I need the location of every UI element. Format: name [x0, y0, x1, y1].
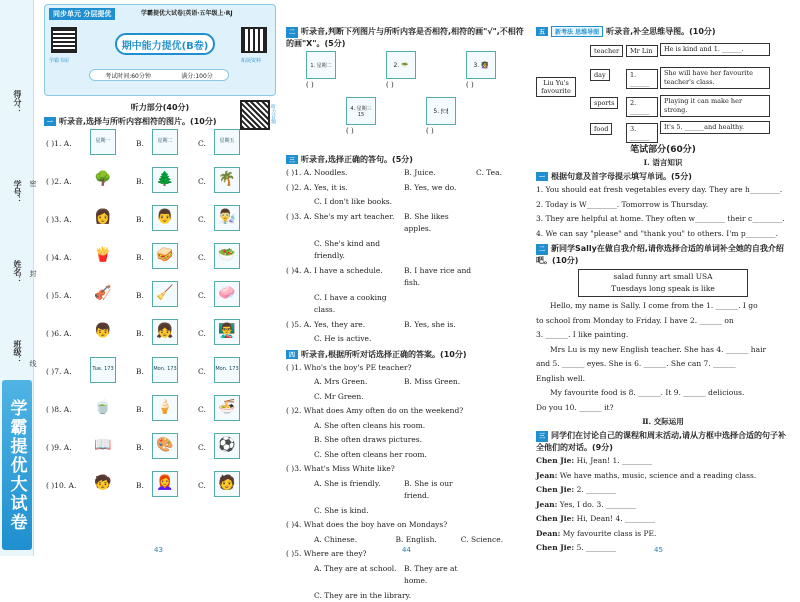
option-c-label: C. — [198, 443, 206, 452]
option-c-label: C. — [198, 291, 206, 300]
mind-map-node: teacher — [590, 45, 623, 57]
option-b-label: B. — [136, 177, 144, 186]
dialogue-text: Hi, Dean! 4. ________ — [574, 514, 655, 523]
answer-option: B. She often draws pictures. — [286, 434, 422, 447]
choice-b: B. She likes apples. — [404, 211, 476, 236]
choice-c: C. Tea. — [476, 167, 502, 180]
option-c-image: 🍜 — [214, 395, 240, 421]
part3-text: 听录音,选择正确的答句。(5分) — [301, 155, 413, 164]
question-number: ( )7. A. — [46, 367, 72, 376]
name-label: 姓名： — [12, 260, 23, 284]
dialogue-question-line — [286, 449, 526, 462]
mind-map-right-value: Playing it can make her strong. — [660, 95, 770, 117]
dialogue-question-line — [286, 391, 526, 404]
part4-text: 听录音,根据所听对话选择正确的答案。(10分) — [301, 350, 466, 359]
option-b-image: 👧 — [152, 319, 178, 345]
answer-option: C. Mr Green. — [286, 391, 364, 404]
mind-map-left-value: Mr Lin — [626, 45, 658, 57]
choice-a: ( )4. A. I have a schedule. — [286, 265, 404, 290]
answer-option: ( )5. Where are they? — [286, 548, 367, 561]
option-c-label: C. — [198, 367, 206, 376]
dialogue-question-line — [286, 405, 526, 418]
page-header — [44, 4, 276, 96]
choice-a: ( )2. A. Yes, it is. — [286, 182, 404, 195]
mind-map-right-value: It's 5. ______and healthy. — [660, 121, 770, 134]
dialogue-text: Yes, I do. 3. ________ — [557, 500, 636, 509]
dialogue-text: Hi, Jean! 1. ________ — [574, 456, 652, 465]
mind-map-right-value: She will have her favourite teacher's class. — [660, 67, 770, 89]
question-number: ( )2. A. — [46, 177, 72, 186]
answer-option: B. They are at home. — [404, 563, 476, 588]
page-43 — [44, 0, 276, 556]
answer-paren: ( ) — [466, 81, 474, 89]
fill-in-line: 2. Today is W________. Tomorrow is Thursday. — [536, 199, 790, 212]
word-box-row2: Tuesdays long speak is like — [583, 283, 743, 295]
listening-title: 听力部分(40分) — [44, 102, 276, 113]
judge-picture: 1. 星期二 — [306, 51, 336, 79]
scan-label: 听力音频 — [270, 104, 277, 124]
option-b-image: 🍦 — [152, 395, 178, 421]
class-label: 班级： — [12, 340, 23, 364]
dialogue-question-line — [286, 434, 526, 447]
question-number: ( )1. A. — [46, 139, 72, 148]
answer-option: ( )1. Who's the boy's PE teacher? — [286, 362, 412, 375]
dialogue-text: We have maths, music, science and a reading class. — [557, 471, 756, 480]
choice-a: C. He is active. — [286, 333, 404, 346]
page-number-44: 44 — [402, 546, 411, 554]
part8-text: 同学们在讨论自己的课程和周末活动,请从方框中选择合适的句子补全他们的对话。(9分) — [536, 431, 786, 452]
option-a-image: 🍵 — [90, 395, 116, 421]
fill-in-line: 3. They are helpful at home. They often w________ their c________. — [536, 213, 790, 226]
part8-num: 三 — [536, 431, 548, 442]
question-number: ( )8. A. — [46, 405, 72, 414]
answer-option: C. She often cleans her room. — [286, 449, 427, 462]
question-number: ( )9. A. — [46, 443, 72, 452]
dialogue-line — [536, 470, 790, 483]
dialogue-line — [536, 528, 790, 541]
part1-text: 听录音,选择与所听内容相符的图片。(10分) — [59, 117, 216, 126]
option-c-image: 星期五 — [214, 129, 240, 155]
answer-choice-line — [286, 333, 526, 346]
answer-option: B. Miss Green. — [404, 376, 476, 389]
part2-text: 听录音,判断下列图片与所听内容是否相符,相符的画"√",不相符的画"X"。(5分) — [286, 27, 524, 48]
choice-a: C. I have a cooking class. — [286, 292, 404, 317]
dialogue-text: 2. ________ — [574, 485, 616, 494]
option-b-image: 星期二 — [152, 129, 178, 155]
dialogue-question-line — [286, 505, 526, 518]
question-number: ( )10. A. — [46, 481, 76, 490]
word-box-row1: salad funny art small USA — [583, 271, 743, 283]
dialogue-line — [536, 484, 790, 497]
part1-num: 一 — [44, 117, 56, 126]
dialogue-text: 5. ________ — [574, 543, 616, 552]
dialogue-line — [536, 455, 790, 468]
question-number: ( )4. A. — [46, 253, 72, 262]
option-b-label: B. — [136, 405, 144, 414]
number-label: 学号： — [12, 180, 23, 204]
answer-choice-line — [286, 238, 526, 263]
dialogue-question-line — [286, 590, 526, 602]
seal-mi: 密 — [28, 180, 38, 187]
answer-option: C. She is kind. — [286, 505, 369, 518]
word-box — [578, 269, 748, 297]
part5-text: 听录音,补全思维导图。(10分) — [606, 27, 715, 36]
dialogue-question-line — [286, 362, 526, 375]
option-b-label: B. — [136, 291, 144, 300]
dialogue-question-line — [286, 420, 526, 433]
part7-text: 新同学Sally在做自我介绍,请你选择合适的单词补全她的自我介绍吧。(10分) — [536, 244, 784, 265]
mind-map-node: day — [590, 69, 610, 81]
answer-paren: ( ) — [386, 81, 394, 89]
option-b-image: Mon. 173 — [152, 357, 178, 383]
part5-tag: 新考法 思维导图 — [551, 26, 603, 37]
page-number-45: 45 — [654, 546, 663, 554]
option-c-image: 🧼 — [214, 281, 240, 307]
mind-map-left-value: 3. ______ — [626, 123, 658, 143]
dialogue-line — [536, 499, 790, 512]
binding-strip — [0, 0, 34, 556]
option-c-label: C. — [198, 405, 206, 414]
mind-map — [536, 39, 790, 139]
score-label: 得分： — [12, 90, 23, 114]
listening-row — [44, 319, 276, 347]
listening-row — [44, 357, 276, 385]
speaker-name: Chen Jie: — [536, 514, 574, 523]
speaker-name: Jean: — [536, 500, 557, 509]
listening-row — [44, 129, 276, 157]
part1-rows — [44, 129, 276, 509]
part3-num: 三 — [286, 155, 298, 164]
part2-num: 二 — [286, 27, 298, 38]
question-number: ( )5. A. — [46, 291, 72, 300]
listening-row — [44, 205, 276, 233]
answer-choice-line — [286, 319, 526, 332]
exam-title: 期中能力提优(B卷) — [115, 33, 215, 55]
option-b-image: 🎨 — [152, 433, 178, 459]
question-number: ( )3. A. — [46, 215, 72, 224]
part6-lines — [536, 184, 790, 240]
option-b-image: 🌲 — [152, 167, 178, 193]
judge-picture: 5. 🍽 — [426, 97, 456, 125]
answer-option: A. She is friendly. — [286, 478, 404, 503]
option-c-label: C. — [198, 177, 206, 186]
option-b-image: 🥪 — [152, 243, 178, 269]
option-c-image: 🌴 — [214, 167, 240, 193]
qr-code-right[interactable] — [241, 27, 267, 53]
part6-heading — [536, 171, 790, 182]
listening-row — [44, 167, 276, 195]
option-c-label: C. — [198, 253, 206, 262]
judge-picture: 3. 👩‍🏫 — [466, 51, 496, 79]
paragraph-line: Do you 10. ______ it? — [536, 402, 790, 415]
part7-num: 二 — [536, 244, 548, 255]
answer-choice-line — [286, 167, 526, 180]
answer-option: C. They are in the library. — [286, 590, 411, 602]
option-b-image: 👨 — [152, 205, 178, 231]
exam-info-bar — [89, 69, 229, 81]
answer-option: ( )4. What does the boy have on Mondays? — [286, 519, 447, 532]
dialogue-question-line — [286, 478, 526, 503]
answer-paren: ( ) — [426, 127, 434, 135]
option-b-image: 🧹 — [152, 281, 178, 307]
answer-choice-line — [286, 265, 526, 290]
part4-num: 四 — [286, 350, 298, 359]
answer-option: B. English. — [396, 534, 461, 547]
part8-dialogue — [536, 455, 790, 555]
part6-num: 一 — [536, 172, 548, 181]
answer-choice-line — [286, 196, 526, 209]
dialogue-question-line — [286, 376, 526, 389]
answer-choice-line — [286, 182, 526, 195]
dialogue-text: My favourite class is PE. — [560, 529, 656, 538]
option-a-image: 📖 — [90, 433, 116, 459]
speaker-name: Chen Jie: — [536, 456, 574, 465]
option-b-label: B. — [136, 443, 144, 452]
answer-option: A. Mrs Green. — [286, 376, 404, 389]
paragraph-line: and 5. ______ eyes. She is 6. ______. She can 7. ______ — [536, 358, 790, 371]
paragraph-line: Mrs Lu is my new English teacher. She has 4. ______ hair — [536, 344, 790, 357]
paragraph-line: Hello, my name is Sally. I come from the 1. ______. I go — [536, 300, 790, 313]
option-a-image: 👦 — [90, 319, 116, 345]
header-meta: 学霸提优大试卷|英语·五年级上·RJ — [141, 8, 233, 17]
answer-option: C. Science. — [461, 534, 526, 547]
option-c-image: 👨‍🔬 — [214, 205, 240, 231]
paragraph-line: English well. — [536, 373, 790, 386]
part5-heading — [536, 26, 790, 37]
option-c-image: ⚽ — [214, 433, 240, 459]
option-c-label: C. — [198, 329, 206, 338]
option-b-label: B. — [136, 481, 144, 490]
part2-heading — [286, 26, 526, 49]
written-title: 笔试部分(60分) — [536, 142, 790, 155]
option-c-image: 🧑 — [214, 471, 240, 497]
seal-feng: 封 — [28, 270, 38, 277]
seal-xian: 线 — [28, 360, 38, 367]
mind-map-node: sports — [590, 97, 618, 109]
part7-heading — [536, 243, 790, 266]
choice-a: ( )1. A. Noodles. — [286, 167, 404, 180]
option-a-image: 🎻 — [90, 281, 116, 307]
mind-map-node: food — [590, 123, 612, 135]
page-number-43: 43 — [154, 546, 163, 554]
option-b-label: B. — [136, 215, 144, 224]
strip-title: 学霸提优大试卷 — [2, 380, 32, 550]
part5-num: 五 — [536, 27, 548, 36]
answer-option: A. She often cleans his room. — [286, 420, 425, 433]
speaker-name: Jean: — [536, 471, 557, 480]
option-a-image: 星期一 — [90, 129, 116, 155]
section-2-title: Ⅱ. 交际运用 — [536, 416, 790, 427]
option-c-label: C. — [198, 481, 206, 490]
choice-a: C. She's kind and friendly. — [286, 238, 404, 263]
mind-map-left-value: 1. ______ — [626, 69, 658, 89]
part6-text: 根据句意及首字母提示填写单词。(5分) — [551, 172, 692, 181]
fill-in-line: 4. We can say "please" and "thank you" to others. I'm p________. — [536, 228, 790, 241]
option-c-image: 👨‍🏫 — [214, 319, 240, 345]
option-b-image: 👩‍🦰 — [152, 471, 178, 497]
listening-row — [44, 395, 276, 423]
paragraph-line: 3. ______. I like painting. — [536, 329, 790, 342]
option-b-label: B. — [136, 253, 144, 262]
option-a-image: 🧒 — [90, 471, 116, 497]
dialogue-question-line — [286, 534, 526, 547]
exam-time: 考试时间:60分钟 — [105, 71, 151, 80]
listening-row — [44, 243, 276, 271]
speaker-name: Chen Jie: — [536, 485, 574, 494]
choice-b: B. Juice. — [404, 167, 476, 180]
option-c-image: 🥗 — [214, 243, 240, 269]
choice-b: B. Yes, we do. — [404, 182, 476, 195]
option-a-image: 🍟 — [90, 243, 116, 269]
listening-row — [44, 281, 276, 309]
part2-pictures — [286, 51, 526, 151]
question-number: ( )6. A. — [46, 329, 72, 338]
listening-row — [44, 471, 276, 499]
exam-score: 满分:100分 — [181, 71, 212, 80]
choice-a: ( )3. A. She's my art teacher. — [286, 211, 404, 236]
option-c-label: C. — [198, 215, 206, 224]
section-1-title: Ⅰ. 语言知识 — [536, 157, 790, 168]
option-b-label: B. — [136, 139, 144, 148]
answer-option: A. Chinese. — [286, 534, 396, 547]
listening-row — [44, 433, 276, 461]
header-tag: 同步单元 分层提优 — [49, 8, 115, 20]
dialogue-question-line — [286, 463, 526, 476]
dialogue-line — [536, 513, 790, 526]
choice-a: C. I don't like books. — [286, 196, 404, 209]
dialogue-line — [536, 542, 790, 555]
choice-b: B. Yes, she is. — [404, 319, 476, 332]
option-c-label: C. — [198, 139, 206, 148]
qr-code-left[interactable] — [51, 27, 77, 53]
answer-choice-line — [286, 292, 526, 317]
option-b-label: B. — [136, 329, 144, 338]
dialogue-question-line — [286, 563, 526, 588]
audio-qr-code[interactable] — [240, 100, 270, 130]
option-a-image: Tue. 173 — [90, 357, 116, 383]
answer-option: ( )2. What does Amy often do on the weekend? — [286, 405, 463, 418]
part4-items — [286, 362, 526, 602]
answer-option: A. They are at school. — [286, 563, 404, 588]
mind-map-center: Liu Yu's favourite — [536, 77, 576, 97]
qr-right-label: 拓展资料 — [241, 57, 261, 64]
part4-heading — [286, 349, 526, 360]
page-45 — [536, 0, 790, 556]
part7-paragraph — [536, 300, 790, 414]
judge-picture: 2. 🥗 — [386, 51, 416, 79]
choice-a: ( )5. A. Yes, they are. — [286, 319, 404, 332]
option-c-image: Mon. 173 — [214, 357, 240, 383]
answer-option: B. She is our friend. — [404, 478, 476, 503]
option-a-image: 🌳 — [90, 167, 116, 193]
answer-paren: ( ) — [346, 127, 354, 135]
option-b-label: B. — [136, 367, 144, 376]
answer-option: ( )3. What's Miss White like? — [286, 463, 395, 476]
page-44 — [286, 0, 526, 556]
judge-picture: 4. 星期三 15 — [346, 97, 376, 125]
part8-heading — [536, 430, 790, 453]
paragraph-line: My favourite food is 8. ______. It 9. ______ delicious. — [536, 387, 790, 400]
dialogue-question-line — [286, 519, 526, 532]
speaker-name: Dean: — [536, 529, 560, 538]
mind-map-right-value: He is kind and 1. ______. — [660, 43, 770, 56]
fill-in-line: 1. You should eat fresh vegetables every day. They are h________. — [536, 184, 790, 197]
part3-items — [286, 167, 526, 346]
choice-b: B. I have rice and fish. — [404, 265, 476, 290]
part3-heading — [286, 154, 526, 165]
answer-choice-line — [286, 211, 526, 236]
option-a-image: 👩 — [90, 205, 116, 231]
qr-left-label: 学霸书屋 — [49, 57, 69, 64]
mind-map-left-value: 2. ______ — [626, 97, 658, 117]
paragraph-line: to school from Monday to Friday. I have 2. ______ on — [536, 315, 790, 328]
answer-paren: ( ) — [306, 81, 314, 89]
speaker-name: Chen Jie: — [536, 543, 574, 552]
